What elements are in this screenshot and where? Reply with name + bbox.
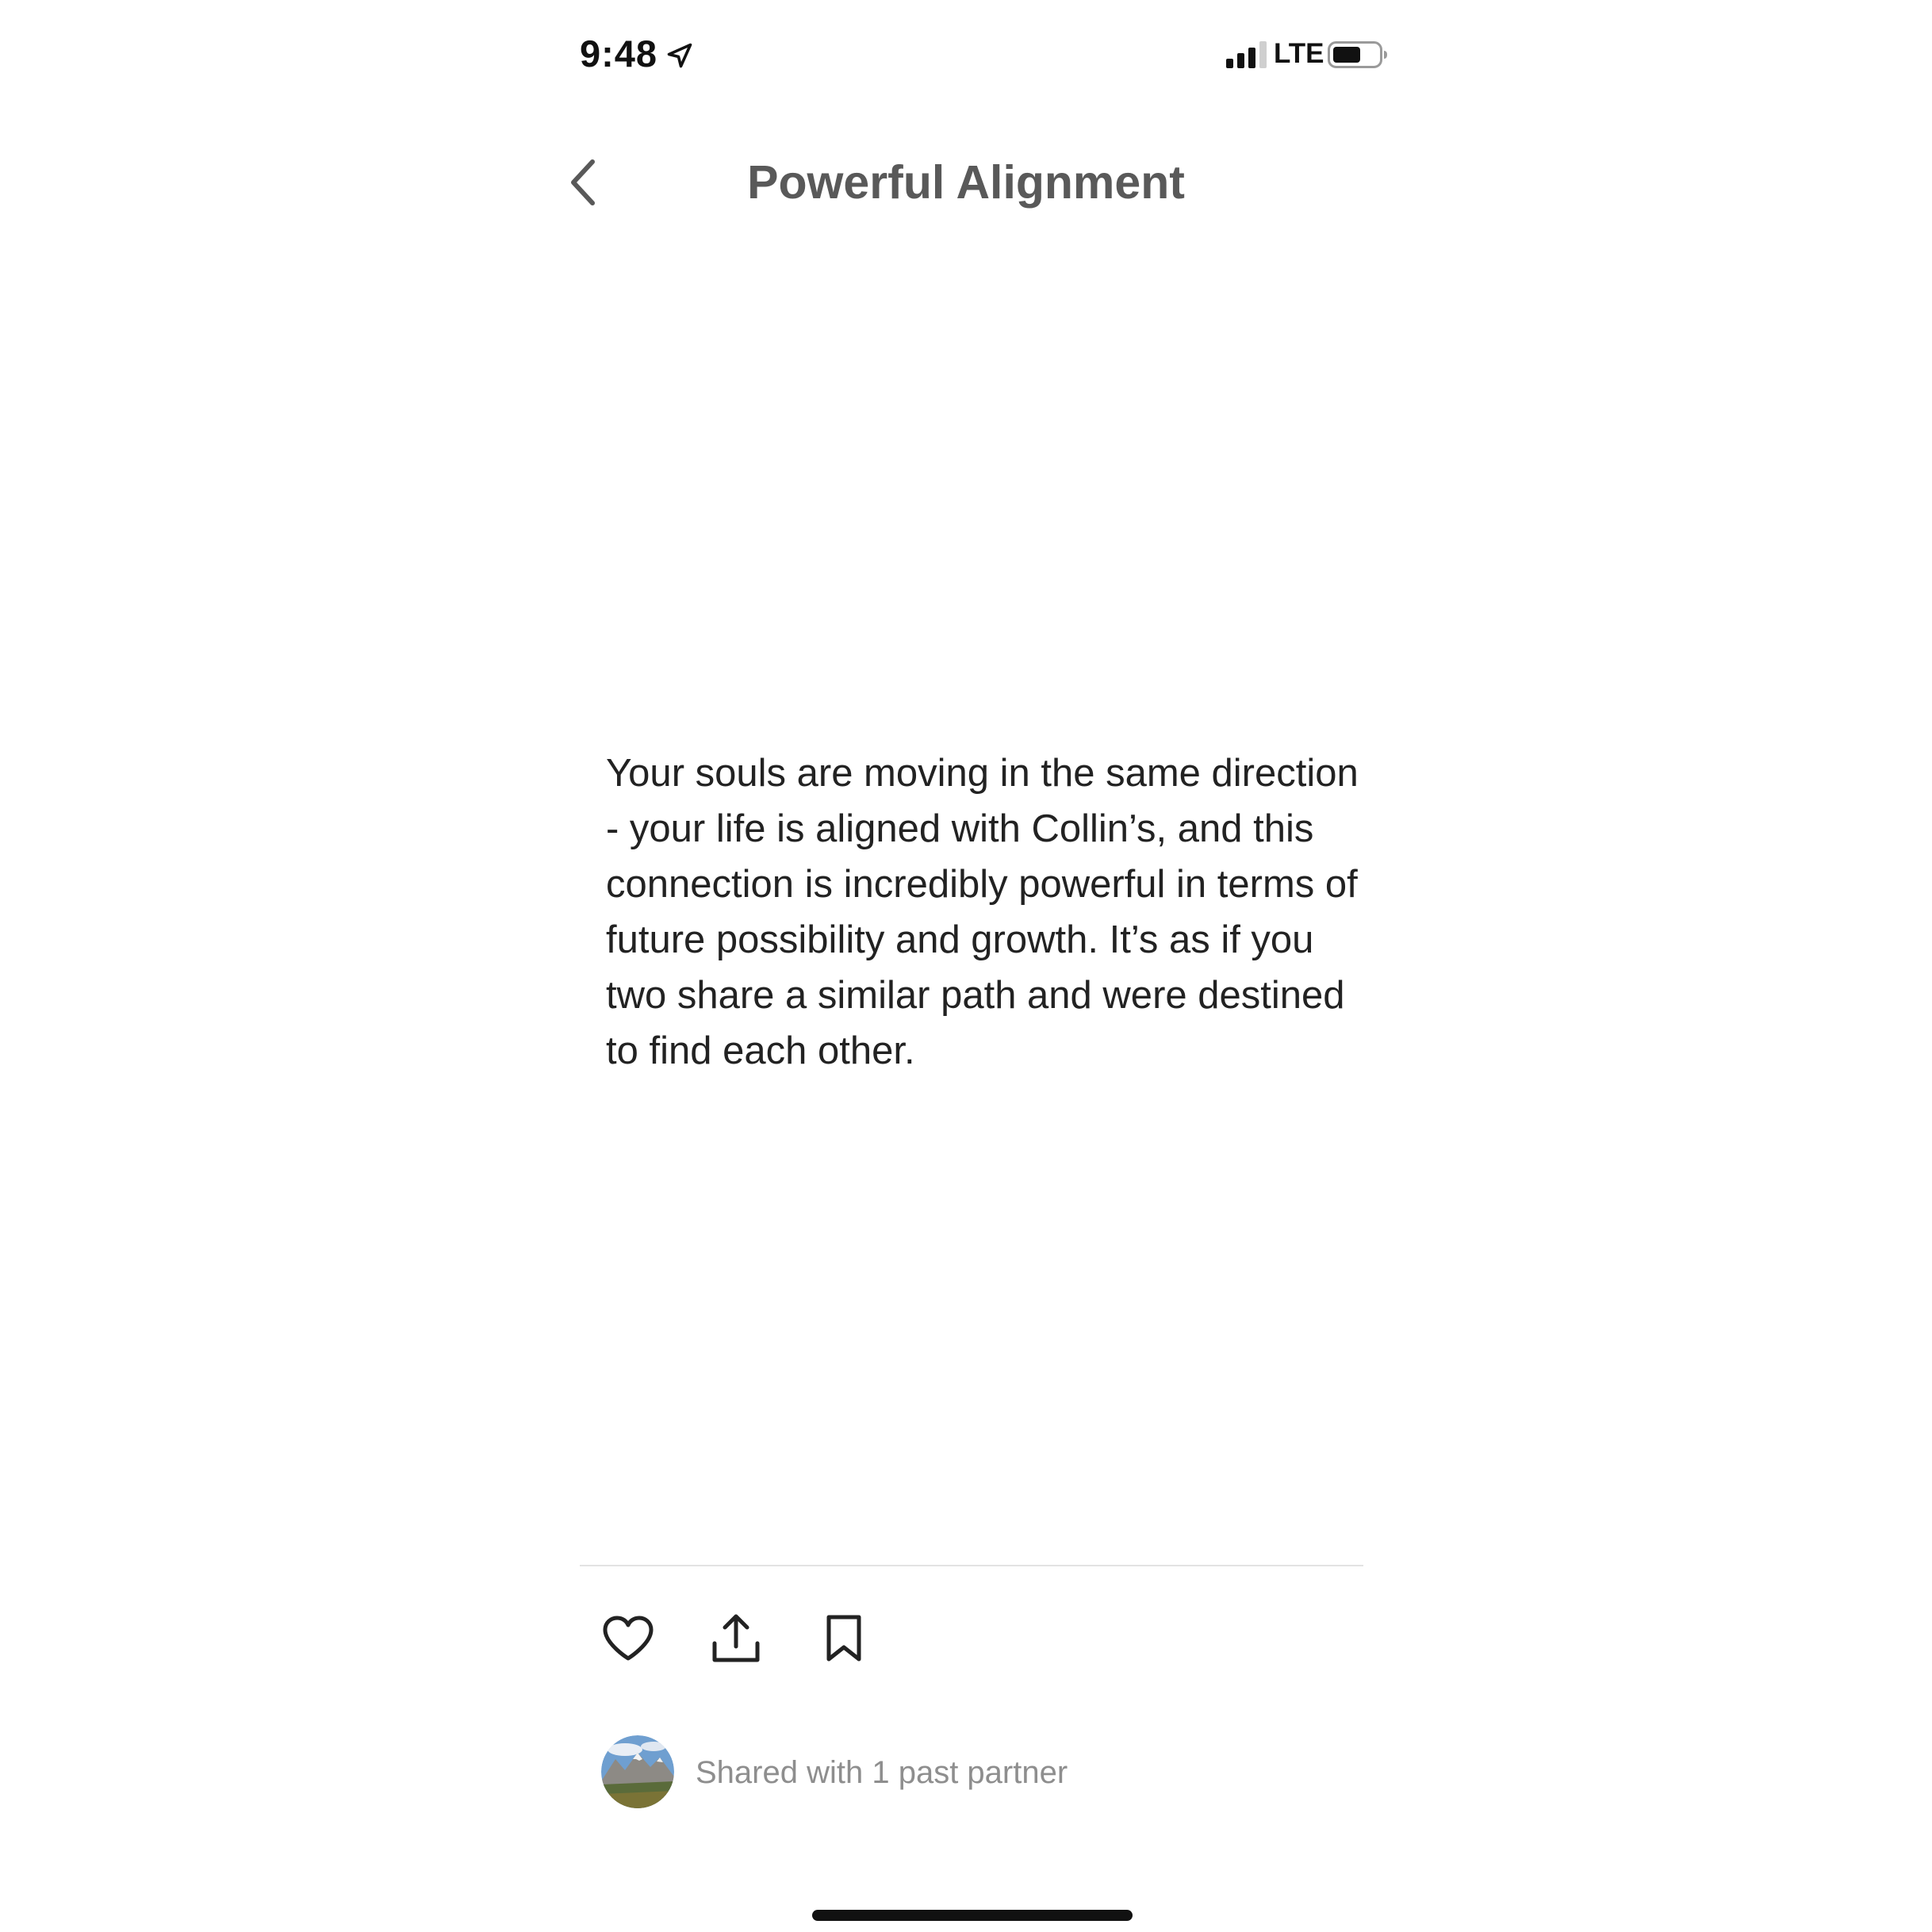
share-icon [711,1613,761,1664]
location-arrow-icon [665,41,694,70]
back-button[interactable] [555,151,611,214]
body-text: Your souls are moving in the same direction - your life is aligned with Collin’s, and this connection is incredibly powerful in terms of future possibility and growth. It’s as if you two share a similar path and were destined to find each other. [606,752,1359,1072]
bookmark-icon [824,1614,864,1663]
battery-icon [1328,41,1388,68]
page-title: Powerful Alignment [747,156,1185,209]
heart-icon [602,1615,654,1662]
shared-with-text[interactable]: Shared with 1 past partner [696,1755,1068,1790]
bookmark-button[interactable] [815,1610,872,1667]
signal-icon [1226,41,1267,68]
share-button[interactable] [707,1610,765,1667]
avatar[interactable] [601,1735,674,1808]
divider [580,1565,1363,1566]
network-label: LTE [1274,38,1324,69]
mountain-landscape-avatar [601,1735,674,1808]
status-time: 9:48 [580,33,658,75]
home-indicator[interactable] [812,1910,1133,1921]
like-button[interactable] [600,1610,657,1667]
chevron-left-icon [567,157,599,208]
